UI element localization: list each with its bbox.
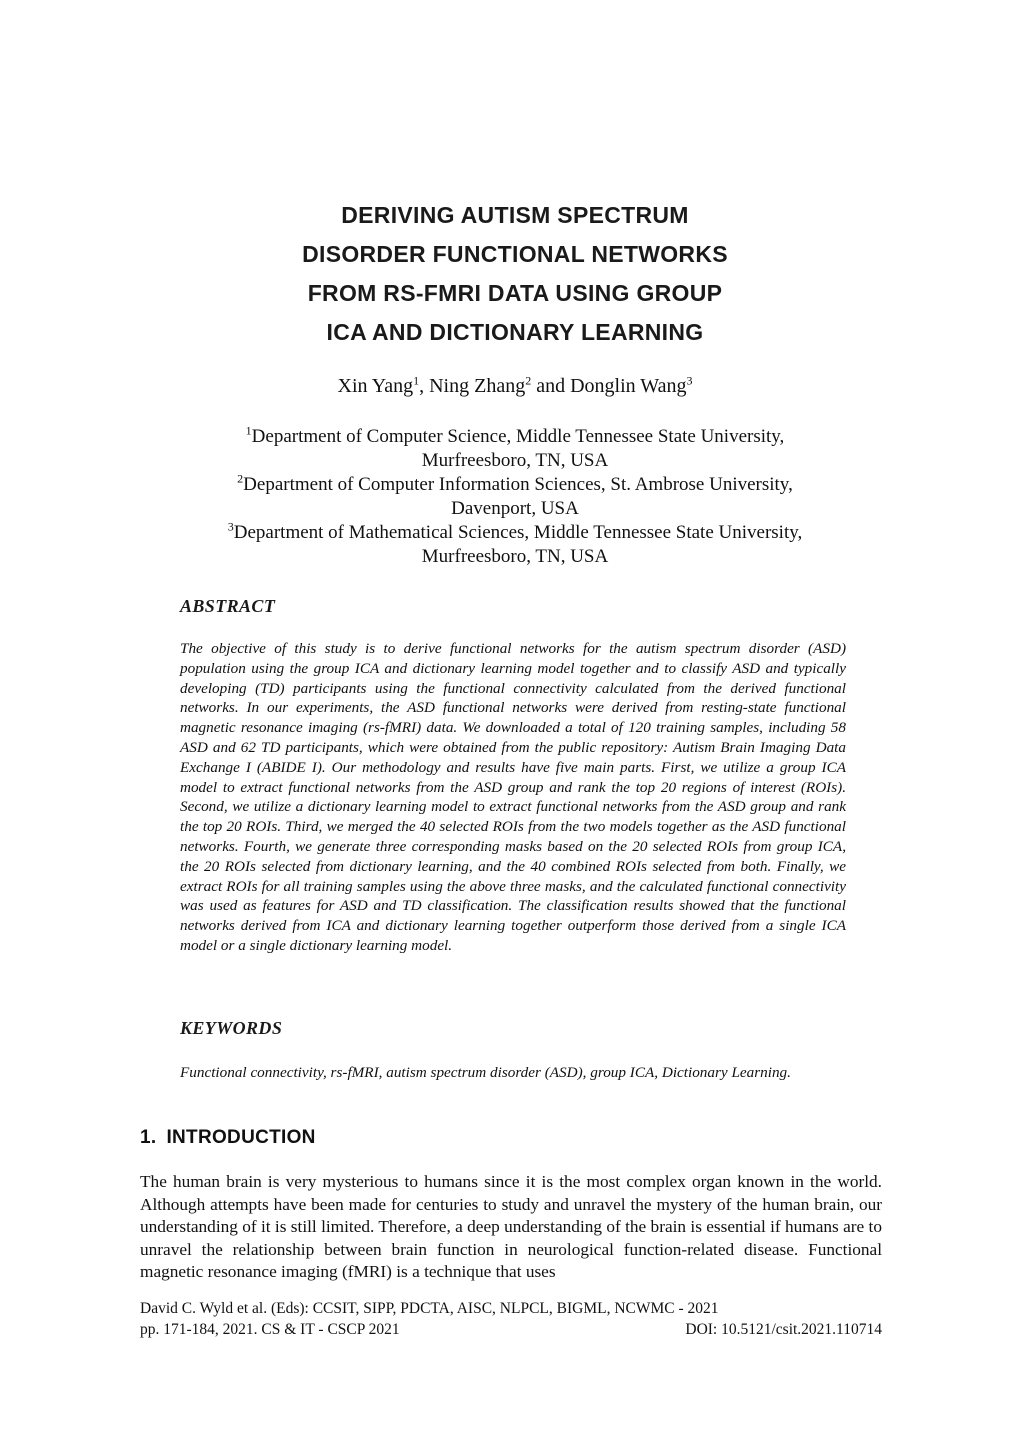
author: Donglin Wang$^3$ [570,373,693,397]
section-number: 1. [140,1127,157,1148]
page-footer [140,1298,882,1340]
section-title: INTRODUCTION [166,1127,316,1148]
affiliation: $^3$Department of Mathematical Sciences, Middle Tennessee State University, Murfreesboro, TN, USA [227,519,803,567]
affiliation: $^2$Department of Computer Information Sciences, St. Ambrose University, Davenport, USA [237,471,793,519]
author: Ning Zhang$^2$ and [429,373,571,397]
affiliation: $^1$Department of Computer Science, Middle Tennessee State University, Murfreesboro, TN, USA [245,423,785,471]
footer-doi: DOI: 10.5121/csit.2021.110714 [685,1321,882,1338]
title-line: DISORDER FUNCTIONAL NETWORKS [302,241,728,267]
paper-title [180,196,850,352]
abstract-text: The objective of this study is to derive functional networks for the autism spectrum disorder (ASD) population using the group ICA and dictionary learning model together and to classify ASD and typically developing (TD) participants using the functional connectivity calculated from the derived functional networks. In our experiments, the ASD functional networks were derived from resting-state functional magnetic resonance imaging (rs-fMRI) data. We downloaded a total of 120 training samples, including 58 ASD and 62 TD participants, which were obtained from the public repository: Autism Brain Imaging Data Exchange I (ABIDE I). Our methodology and results have five main parts. First, we utilize a group ICA model to extract functional networks from the ASD group and rank the top 20 regions of interest (ROIs). Second, we utilize a dictionary learning model to extract functional networks from the ASD group and rank the top 20 ROIs. Third, we merged the 40 selected ROIs from the two models together as the ASD functional networks. Fourth, we generate three corresponding masks based on the 20 selected ROIs from group ICA, the 20 ROIs selected from dictionary learning, and the 40 combined ROIs selected from both. Finally, we extract ROIs for all training samples using the above three masks, and the calculated functional connectivity was used as features for ASD and TD classification. The classification results showed that the functional networks derived from ICA and dictionary learning together outperform those derived from a single ICA model or a single dictionary learning model. [180,640,846,954]
title-line: FROM RS-FMRI DATA USING GROUP [307,280,723,306]
author-list [180,373,850,399]
abstract-heading: ABSTRACT [180,596,276,616]
introduction-text: The human brain is very mysterious to humans since it is the most complex organ known in the world. Although attempts have been made for centuries to study and unravel the mystery of the human brain, our understanding of it is still limited. Therefore, a deep understanding of the brain is essential if humans are to unravel the relationship between brain function in neurological function-related disease. Functional magnetic resonance imaging (fMRI) is a technique that uses [140,1172,882,1281]
affiliation-list [150,425,880,569]
keywords-heading: KEYWORDS [180,1018,283,1038]
title-line: ICA AND DICTIONARY LEARNING [326,319,704,345]
introduction-heading [140,1127,316,1149]
title-line: DERIVING AUTISM SPECTRUM [341,202,689,228]
footer-pages: pp. 171-184, 2021. CS & IT - CSCP 2021 [140,1321,400,1338]
author: Xin Yang$^1$, [337,373,430,397]
keywords-text: Functional connectivity, rs-fMRI, autism spectrum disorder (ASD), group ICA, Dictionary Learning. [180,1064,791,1081]
footer-proceedings: David C. Wyld et al. (Eds): CCSIT, SIPP, PDCTA, AISC, NLPCL, BIGML, NCWMC - 2021 [140,1300,719,1317]
